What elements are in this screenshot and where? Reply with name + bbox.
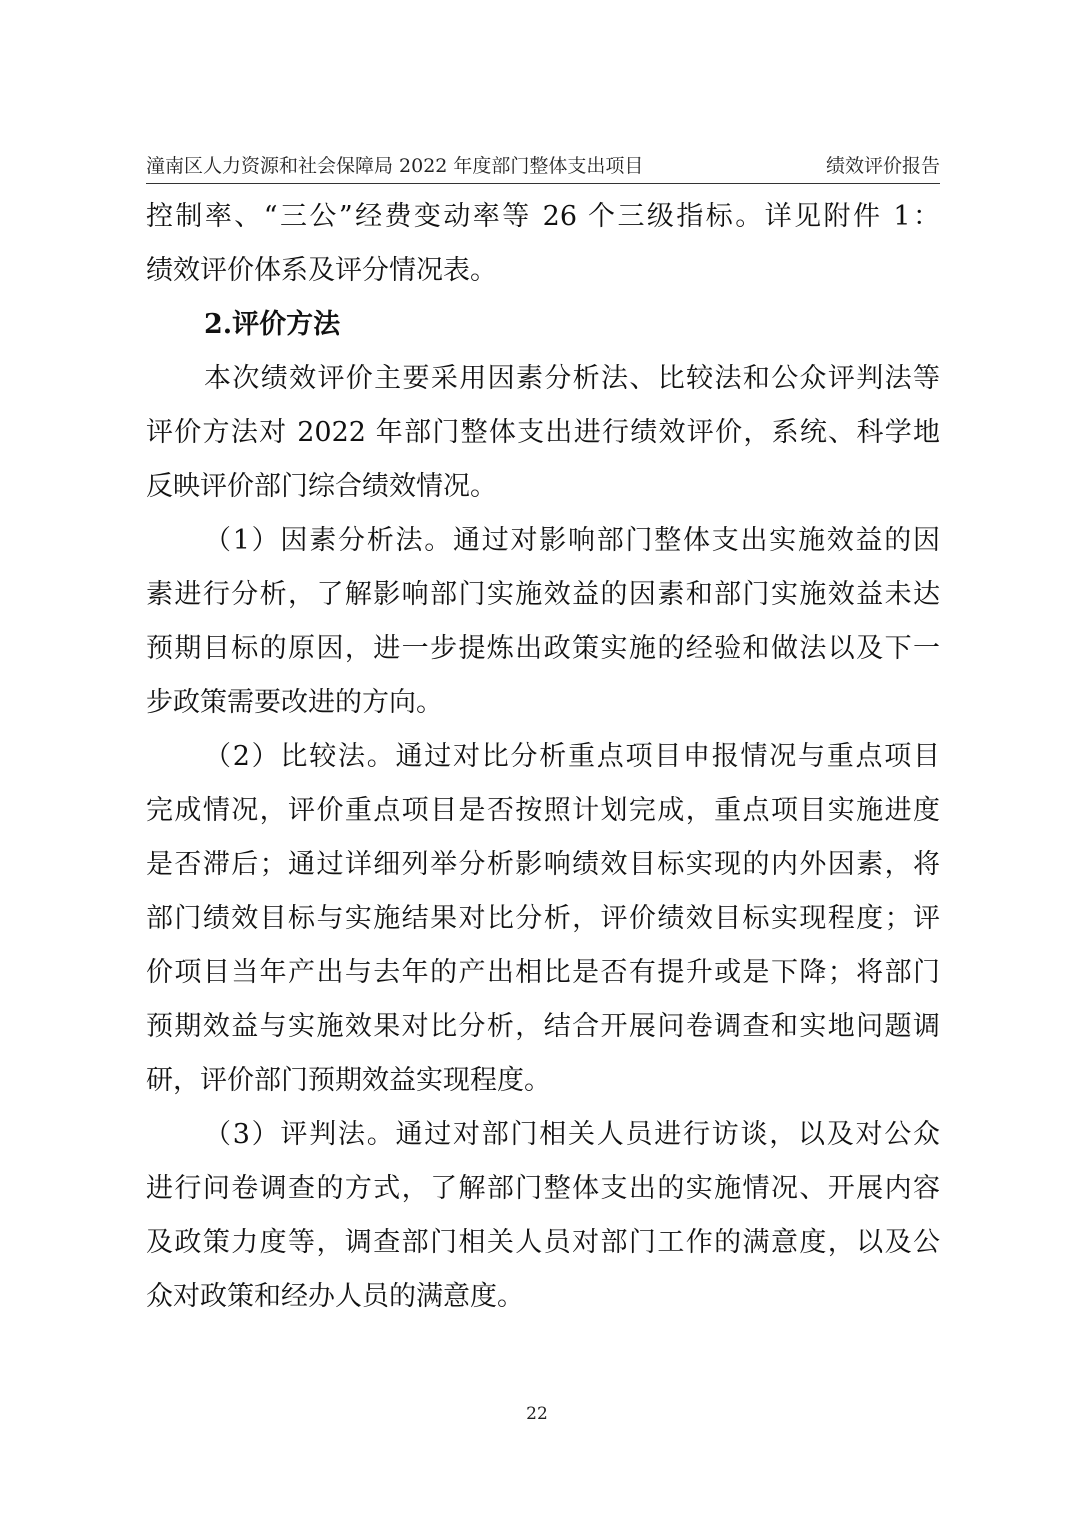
page-header	[146, 150, 940, 184]
paragraph-line: 及政策力度等，调查部门相关人员对部门工作的满意度，以及公	[146, 1227, 940, 1258]
section-heading: 2.评价方法	[204, 309, 341, 340]
paragraph-line: 预期目标的原因，进一步提炼出政策实施的经验和做法以及下一	[146, 633, 940, 664]
paragraph-line: 反映评价部门综合绩效情况。	[146, 471, 497, 502]
paragraph-line: 众对政策和经办人员的满意度。	[146, 1281, 524, 1312]
paragraph-line: 完成情况，评价重点项目是否按照计划完成，重点项目实施进度	[146, 795, 940, 826]
paragraph-line: （3）评判法。通过对部门相关人员进行访谈，以及对公众	[204, 1119, 940, 1150]
paragraph-line: 研，评价部门预期效益实现程度。	[146, 1065, 551, 1096]
paragraph-line: 价项目当年产出与去年的产出相比是否有提升或是下降；将部门	[146, 957, 940, 988]
paragraph-line: 素进行分析，了解影响部门实施效益的因素和部门实施效益未达	[146, 579, 940, 610]
paragraph-line: 步政策需要改进的方向。	[146, 687, 443, 718]
paragraph-line: 进行问卷调查的方式，了解部门整体支出的实施情况、开展内容	[146, 1173, 940, 1204]
paragraph-line: 本次绩效评价主要采用因素分析法、比较法和公众评判法等	[204, 363, 940, 394]
paragraph-line: 控制率、“三公”经费变动率等 26 个三级指标。详见附件 1：	[146, 201, 940, 232]
header-report-type: 绩效评价报告	[825, 155, 940, 177]
body-text	[146, 190, 940, 1324]
paragraph-line: （2）比较法。通过对比分析重点项目申报情况与重点项目	[204, 741, 940, 772]
paragraph-line: 预期效益与实施效果对比分析，结合开展问卷调查和实地问题调	[146, 1011, 940, 1042]
paragraph-line: 评价方法对 2022 年部门整体支出进行绩效评价，系统、科学地	[146, 417, 940, 448]
page-number: 22	[526, 1404, 548, 1424]
paragraph-line: 部门绩效目标与实施结果对比分析，评价绩效目标实现程度；评	[146, 903, 940, 934]
paragraph-line: （1）因素分析法。通过对影响部门整体支出实施效益的因	[204, 525, 940, 556]
paragraph-line: 是否滞后；通过详细列举分析影响绩效目标实现的内外因素，将	[146, 849, 940, 880]
header-title: 潼南区人力资源和社会保障局 2022 年度部门整体支出项目	[146, 155, 644, 177]
paragraph-line: 绩效评价体系及评分情况表。	[146, 255, 497, 286]
